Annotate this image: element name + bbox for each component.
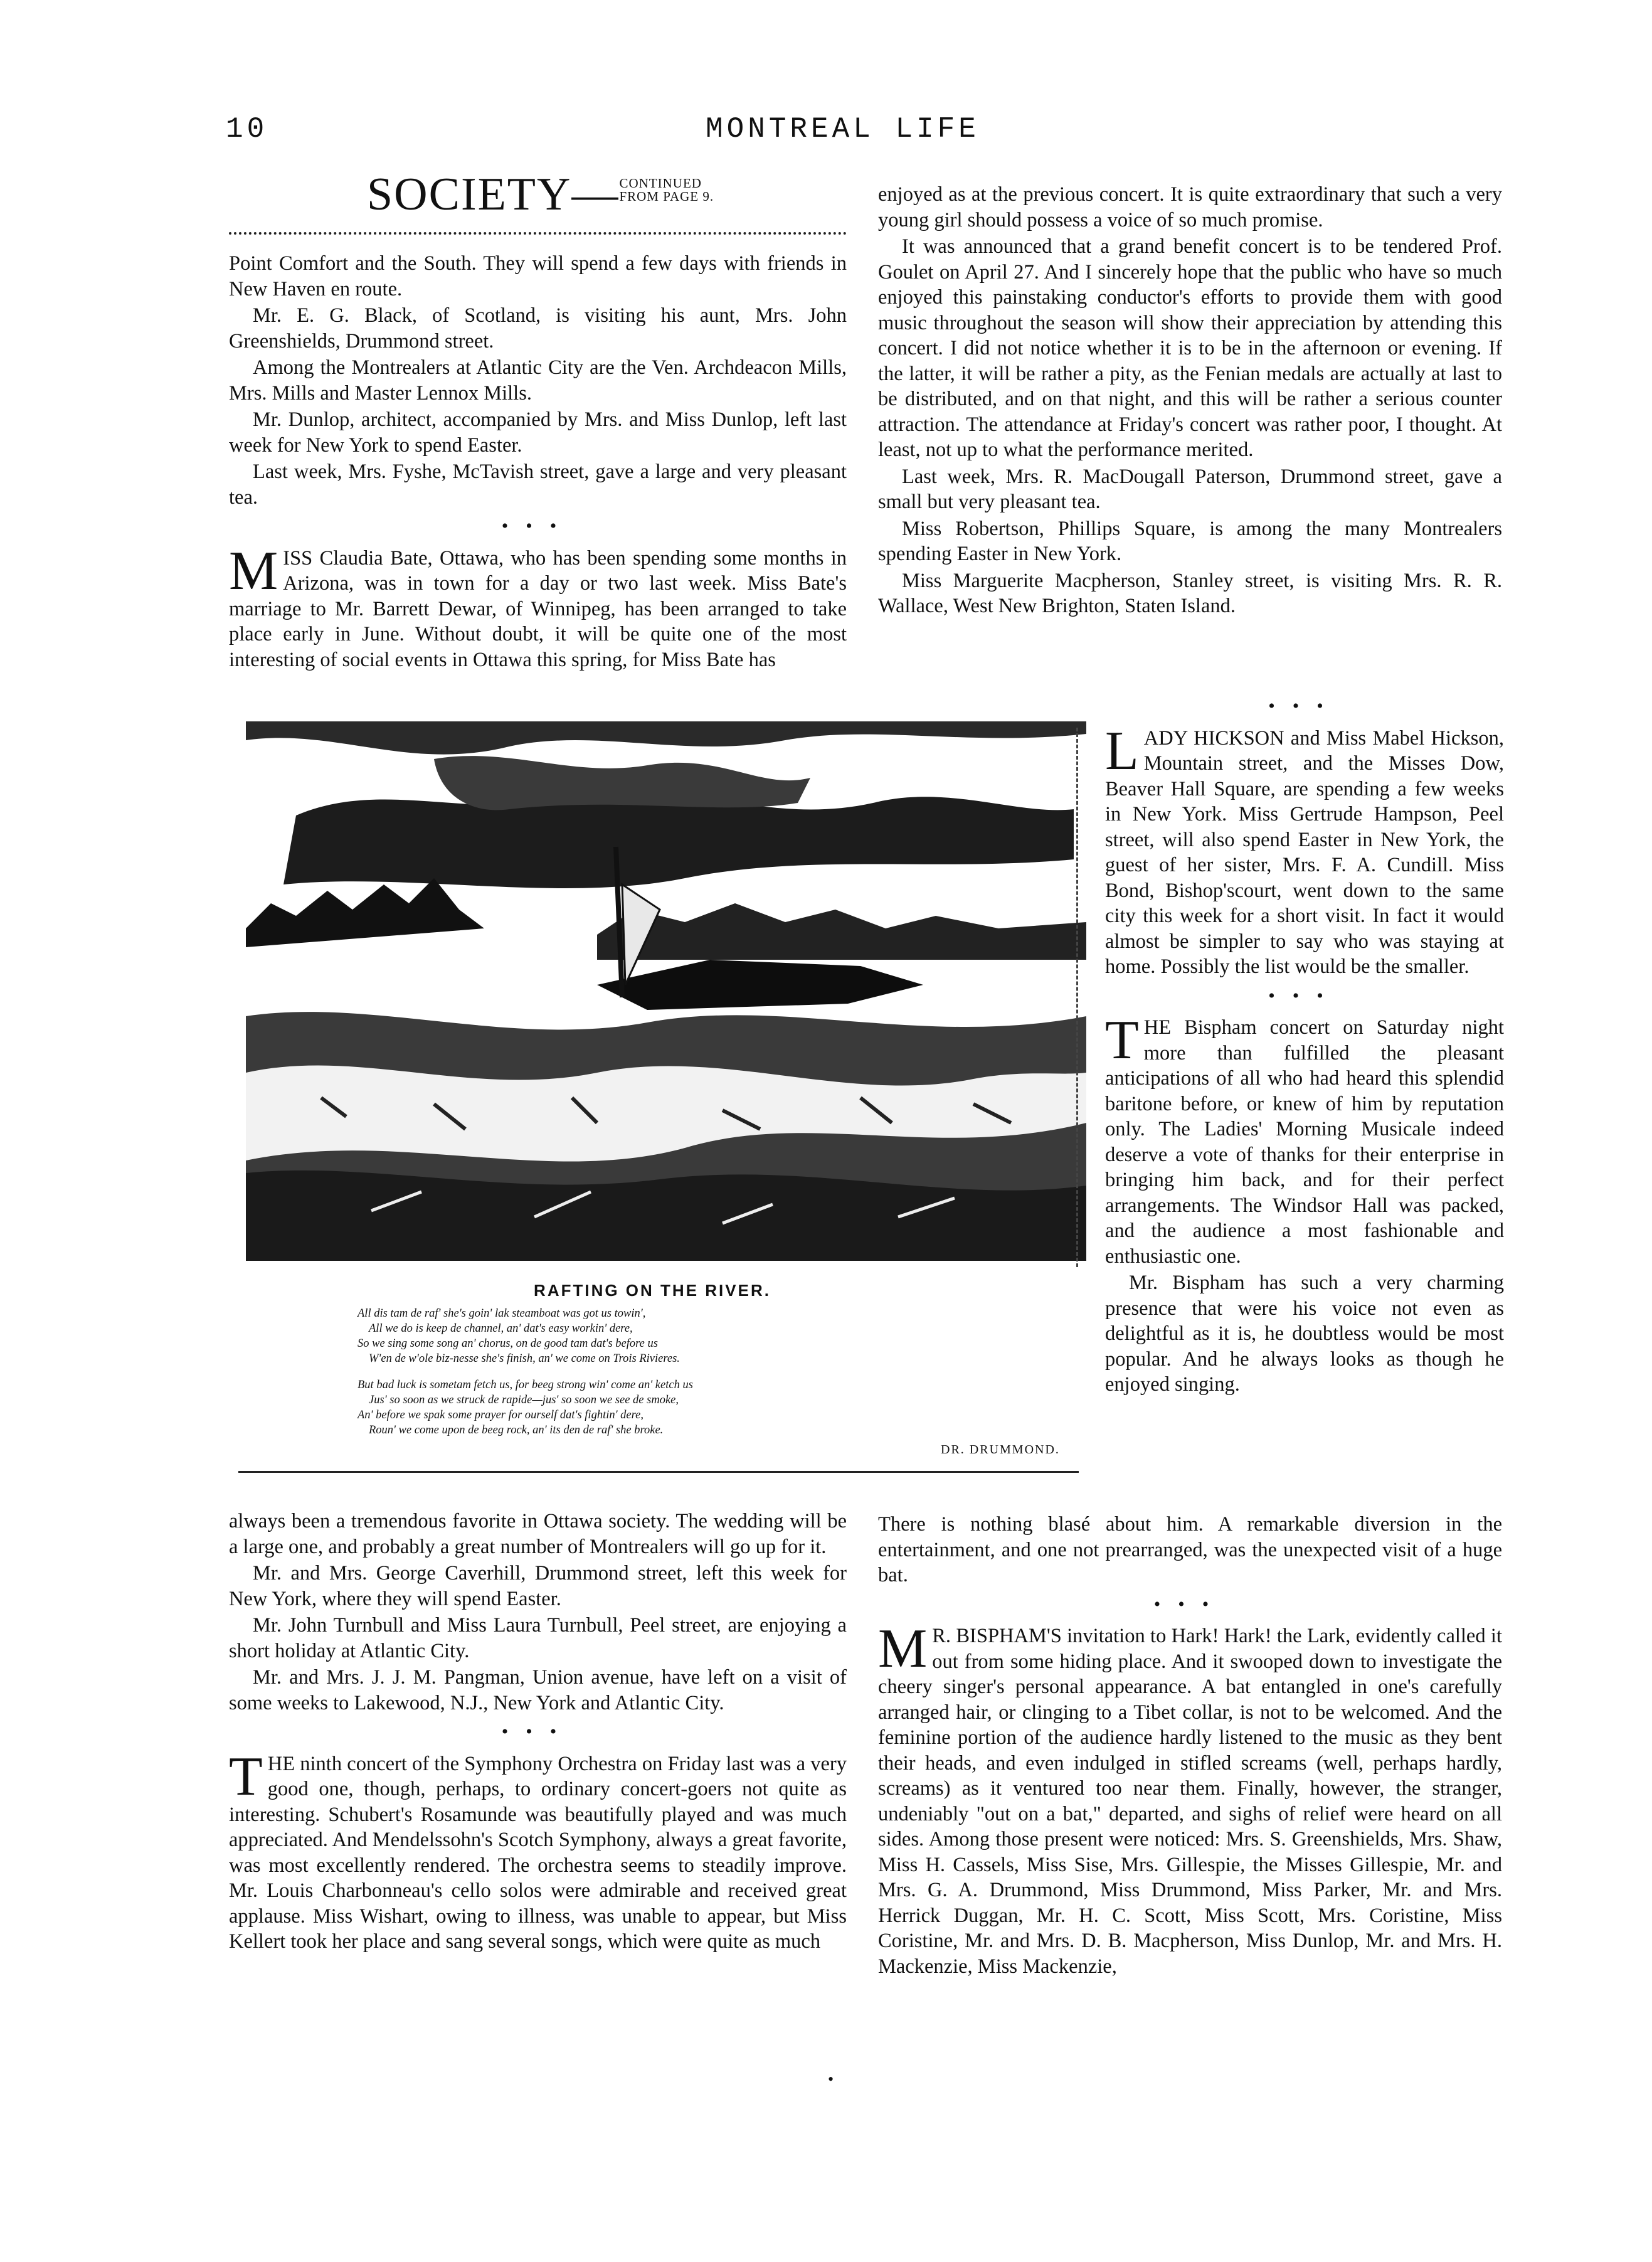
paragraph-text: ISS Claudia Bate, Ottawa, who has been spending some months in Arizona, was in town for a day or two last week. Miss Bate's marriage to Mr. Barrett Dewar, of Winnipeg, has been arranged to take place early in June. Without doubt, it will be quite one of the most interesting of social events in Ottawa this spring, for Miss Bate has bbox=[229, 546, 847, 671]
wavy-divider bbox=[229, 227, 847, 235]
bispham-paragraph bbox=[1105, 1010, 1504, 1269]
column-1-bottom bbox=[229, 1509, 847, 1956]
paragraph: always been a tremendous favorite in Ottawa society. The wedding will be a large one, and probably a great number of Montrealers will go up for it. bbox=[229, 1510, 847, 1558]
poem-line: Jus' so soon as we struck de rapide—jus' so soon we see de smoke, bbox=[369, 1394, 679, 1406]
poem-line: But bad luck is sometam fetch us, for beeg strong win' come an' ketch us bbox=[357, 1379, 693, 1391]
drop-cap: T bbox=[1105, 1010, 1139, 1071]
drop-cap: T bbox=[229, 1746, 263, 1807]
drop-cap: M bbox=[229, 540, 278, 602]
poem-line: All we do is keep de channel, an' dat's easy workin' dere, bbox=[369, 1322, 633, 1335]
illustration-rule bbox=[238, 1471, 1079, 1473]
paragraph: It was announced that a grand benefit concert is to be tendered Prof. Goulet on April 27. And I sincerely hope that the public who have so much enjoyed this painstaking conductor's efforts to provide them with good music throughout the season will show their appreciation by attending this concert. I did not notice whether it is to be in the afternoon or evening. If the latter, it will be rather a pity, as the Fenian medals are actually at last to be distributed, and on that night, and this will be rather a serious counter attraction. The attendance at Friday's concert was rather poor, I thought. At least, not up to what the performance merited. bbox=[878, 235, 1502, 461]
column-divider bbox=[1076, 728, 1078, 1267]
paragraph: Miss Robertson, Phillips Square, is among the many Montrealers spending Easter in New York. bbox=[878, 517, 1502, 565]
masthead-title: MONTREAL LIFE bbox=[706, 113, 980, 146]
paragraph-text: ADY HICKSON and Miss Mabel Hickson, Mountain street, and the Misses Dow, Beaver Hall Square, are spending a few weeks in New York. Miss Gertrude Hampson, Peel street, will also spend Easter in New York, the guest of her sister, Mrs. F. A. Cundill. Miss Bond, Bishop'scourt, went down to the same city this week for a short visit. In fact it would almost be simpler to say who was staying at home. Possibly the list would be the smaller. bbox=[1105, 726, 1504, 978]
section-divider-stars: ••• bbox=[501, 1721, 574, 1742]
column-2-top bbox=[878, 182, 1502, 620]
paragraph: Miss Marguerite Macpherson, Stanley street, is visiting Mrs. R. R. Wallace, West New Brighton, Staten Island. bbox=[878, 569, 1502, 617]
paragraph: Mr. John Turnbull and Miss Laura Turnbull, Peel street, are enjoying a short holiday at Atlantic City. bbox=[229, 1614, 847, 1662]
paragraph: Mr. Dunlop, architect, accompanied by Mrs. and Miss Dunlop, left last week for New York to spend Easter. bbox=[229, 408, 847, 457]
paragraph: enjoyed as at the previous concert. It is quite extraordinary that such a very young girl should possess a voice of so much promise. bbox=[878, 183, 1502, 231]
poem-line: Roun' we come upon de beeg rock, an' its den de raf' she broke. bbox=[369, 1424, 664, 1436]
poem-line: So we sing some song an' chorus, on de good tam dat's before us bbox=[357, 1337, 658, 1350]
bate-paragraph bbox=[229, 540, 847, 673]
illustration-caption: RAFTING ON THE RIVER. bbox=[534, 1281, 771, 1300]
column-1-top bbox=[229, 251, 847, 674]
society-title: SOCIETY— bbox=[367, 169, 620, 220]
poem-line: All dis tam de raf' she's goin' lak steamboat was got us towin', bbox=[357, 1307, 646, 1320]
lark-paragraph bbox=[878, 1618, 1502, 1979]
continued-line-2: FROM PAGE 9. bbox=[619, 189, 714, 204]
paragraph: Point Comfort and the South. They will spend a few days with friends in New Haven en route. bbox=[229, 252, 847, 300]
section-divider-stars: ••• bbox=[501, 516, 574, 536]
paragraph: Mr. and Mrs. George Caverhill, Drummond street, left this week for New York, where they will spend Easter. bbox=[229, 1562, 847, 1610]
poem-line: W'en de w'ole biz-nesse she's finish, an' we come on Trois Rivieres. bbox=[369, 1352, 680, 1365]
poem bbox=[357, 1306, 960, 1438]
illustration-rafting bbox=[246, 721, 1086, 1261]
paragraph-text: R. BISPHAM'S invitation to Hark! Hark! the Lark, evidently called it out from some hiding place. And it swooped down to investigate the cheery singer's personal appearance. A bat entangled in one's carefully arranged hair, or clinging to a Tibet collar, is not to be welcomed. And the feminine portion of the audience hardly listened to the music as they bent their heads, and even indulged in stifled screams (well, perhaps hardly, screams) as it ventured too near them. Finally, however, the stranger, undeniably "out on a bat," departed, and sighs of relief were heard on all sides. Among those present were noticed: Mrs. S. Greenshields, Mrs. Shaw, Miss H. Cassels, Miss Sise, Mrs. Gillespie, the Misses Gillespie, Mr. and Mrs. G. A. Drummond, Miss Drummond, Miss Parker, Mr. and Mrs. Herrick Duggan, Mr. H. C. Scott, Miss Scott, Mrs. Coristine, Miss Coristine, Mr. and Mrs. D. B. Macpherson, Miss Dunlop, Mr. and Mrs. H. Mackenzie, Miss Mackenzie, bbox=[878, 1625, 1502, 1978]
paragraph: Mr. Bispham has such a very charming presence that were his voice not even as delightful as it is, he doubtless would be most popular. And he always looks as though he enjoyed singing. bbox=[1105, 1272, 1504, 1396]
page-number: 10 bbox=[226, 113, 268, 146]
paragraph: Last week, Mrs. Fyshe, McTavish street, gave a large and very pleasant tea. bbox=[229, 460, 847, 509]
column-right-narrow bbox=[1105, 690, 1504, 1399]
continued-note bbox=[619, 177, 714, 203]
drop-cap: L bbox=[1105, 720, 1139, 782]
section-divider-stars: ••• bbox=[1268, 985, 1341, 1006]
paragraph: Mr. E. G. Black, of Scotland, is visiting his aunt, Mrs. John Greenshields, Drummond street. bbox=[229, 304, 847, 353]
symphony-paragraph bbox=[229, 1746, 847, 1955]
drop-cap: M bbox=[878, 1618, 928, 1679]
poem-line: An' before we spak some prayer for ourself dat's fightin' dere, bbox=[357, 1409, 643, 1421]
paragraph: Last week, Mrs. R. MacDougall Paterson, Drummond street, gave a small but very pleasant tea. bbox=[878, 465, 1502, 513]
section-divider-stars: ••• bbox=[1268, 696, 1341, 716]
paragraph: There is nothing blasé about him. A remarkable diversion in the entertainment, and one not prearranged, was the unexpected visit of a huge bat. bbox=[878, 1513, 1502, 1586]
section-divider-stars: ••• bbox=[1153, 1593, 1227, 1615]
bottom-dot: • bbox=[828, 2070, 834, 2088]
river-engraving bbox=[246, 721, 1086, 1261]
paragraph-text: HE Bispham concert on Saturday night more than fulfilled the pleasant anticipations of all who had heard this splendid baritone before, or knew of him by reputation only. The Ladies' Morning Musicale indeed deserve a vote of thanks for their enterprise in bringing him back, and for their perfect arrangements. The Windsor Hall was packed, and the audience a most fashionable and enthusiastic one. bbox=[1105, 1016, 1504, 1268]
paragraph: Mr. and Mrs. J. J. M. Pangman, Union avenue, have left on a visit of some weeks to Lakewood, N.J., New York and Atlantic City. bbox=[229, 1666, 847, 1714]
column-2-bottom bbox=[878, 1512, 1502, 1980]
hickson-paragraph bbox=[1105, 720, 1504, 980]
continued-line-1: CONTINUED bbox=[619, 176, 702, 191]
poem-author: DR. DRUMMOND. bbox=[941, 1443, 1060, 1457]
society-heading bbox=[367, 168, 714, 221]
paragraph-text: HE ninth concert of the Symphony Orchestra on Friday last was a very good one, though, perhaps, to ordinary concert-goers not quite as interesting. Schubert's Rosamunde was beautifully played and was much appreciated. And Mendelssohn's Scotch Symphony, always a great favorite, was most excellently rendered. The orchestra seems to steadily improve. Mr. Louis Charbonneau's cello solos were admirable and received great applause. Miss Wishart, owing to illness, was unable to appear, but Miss Kellert took her place and sang several songs, which were quite as much bbox=[229, 1752, 847, 1953]
paragraph: Among the Montrealers at Atlantic City are the Ven. Archdeacon Mills, Mrs. Mills and Master Lennox Mills. bbox=[229, 356, 847, 405]
